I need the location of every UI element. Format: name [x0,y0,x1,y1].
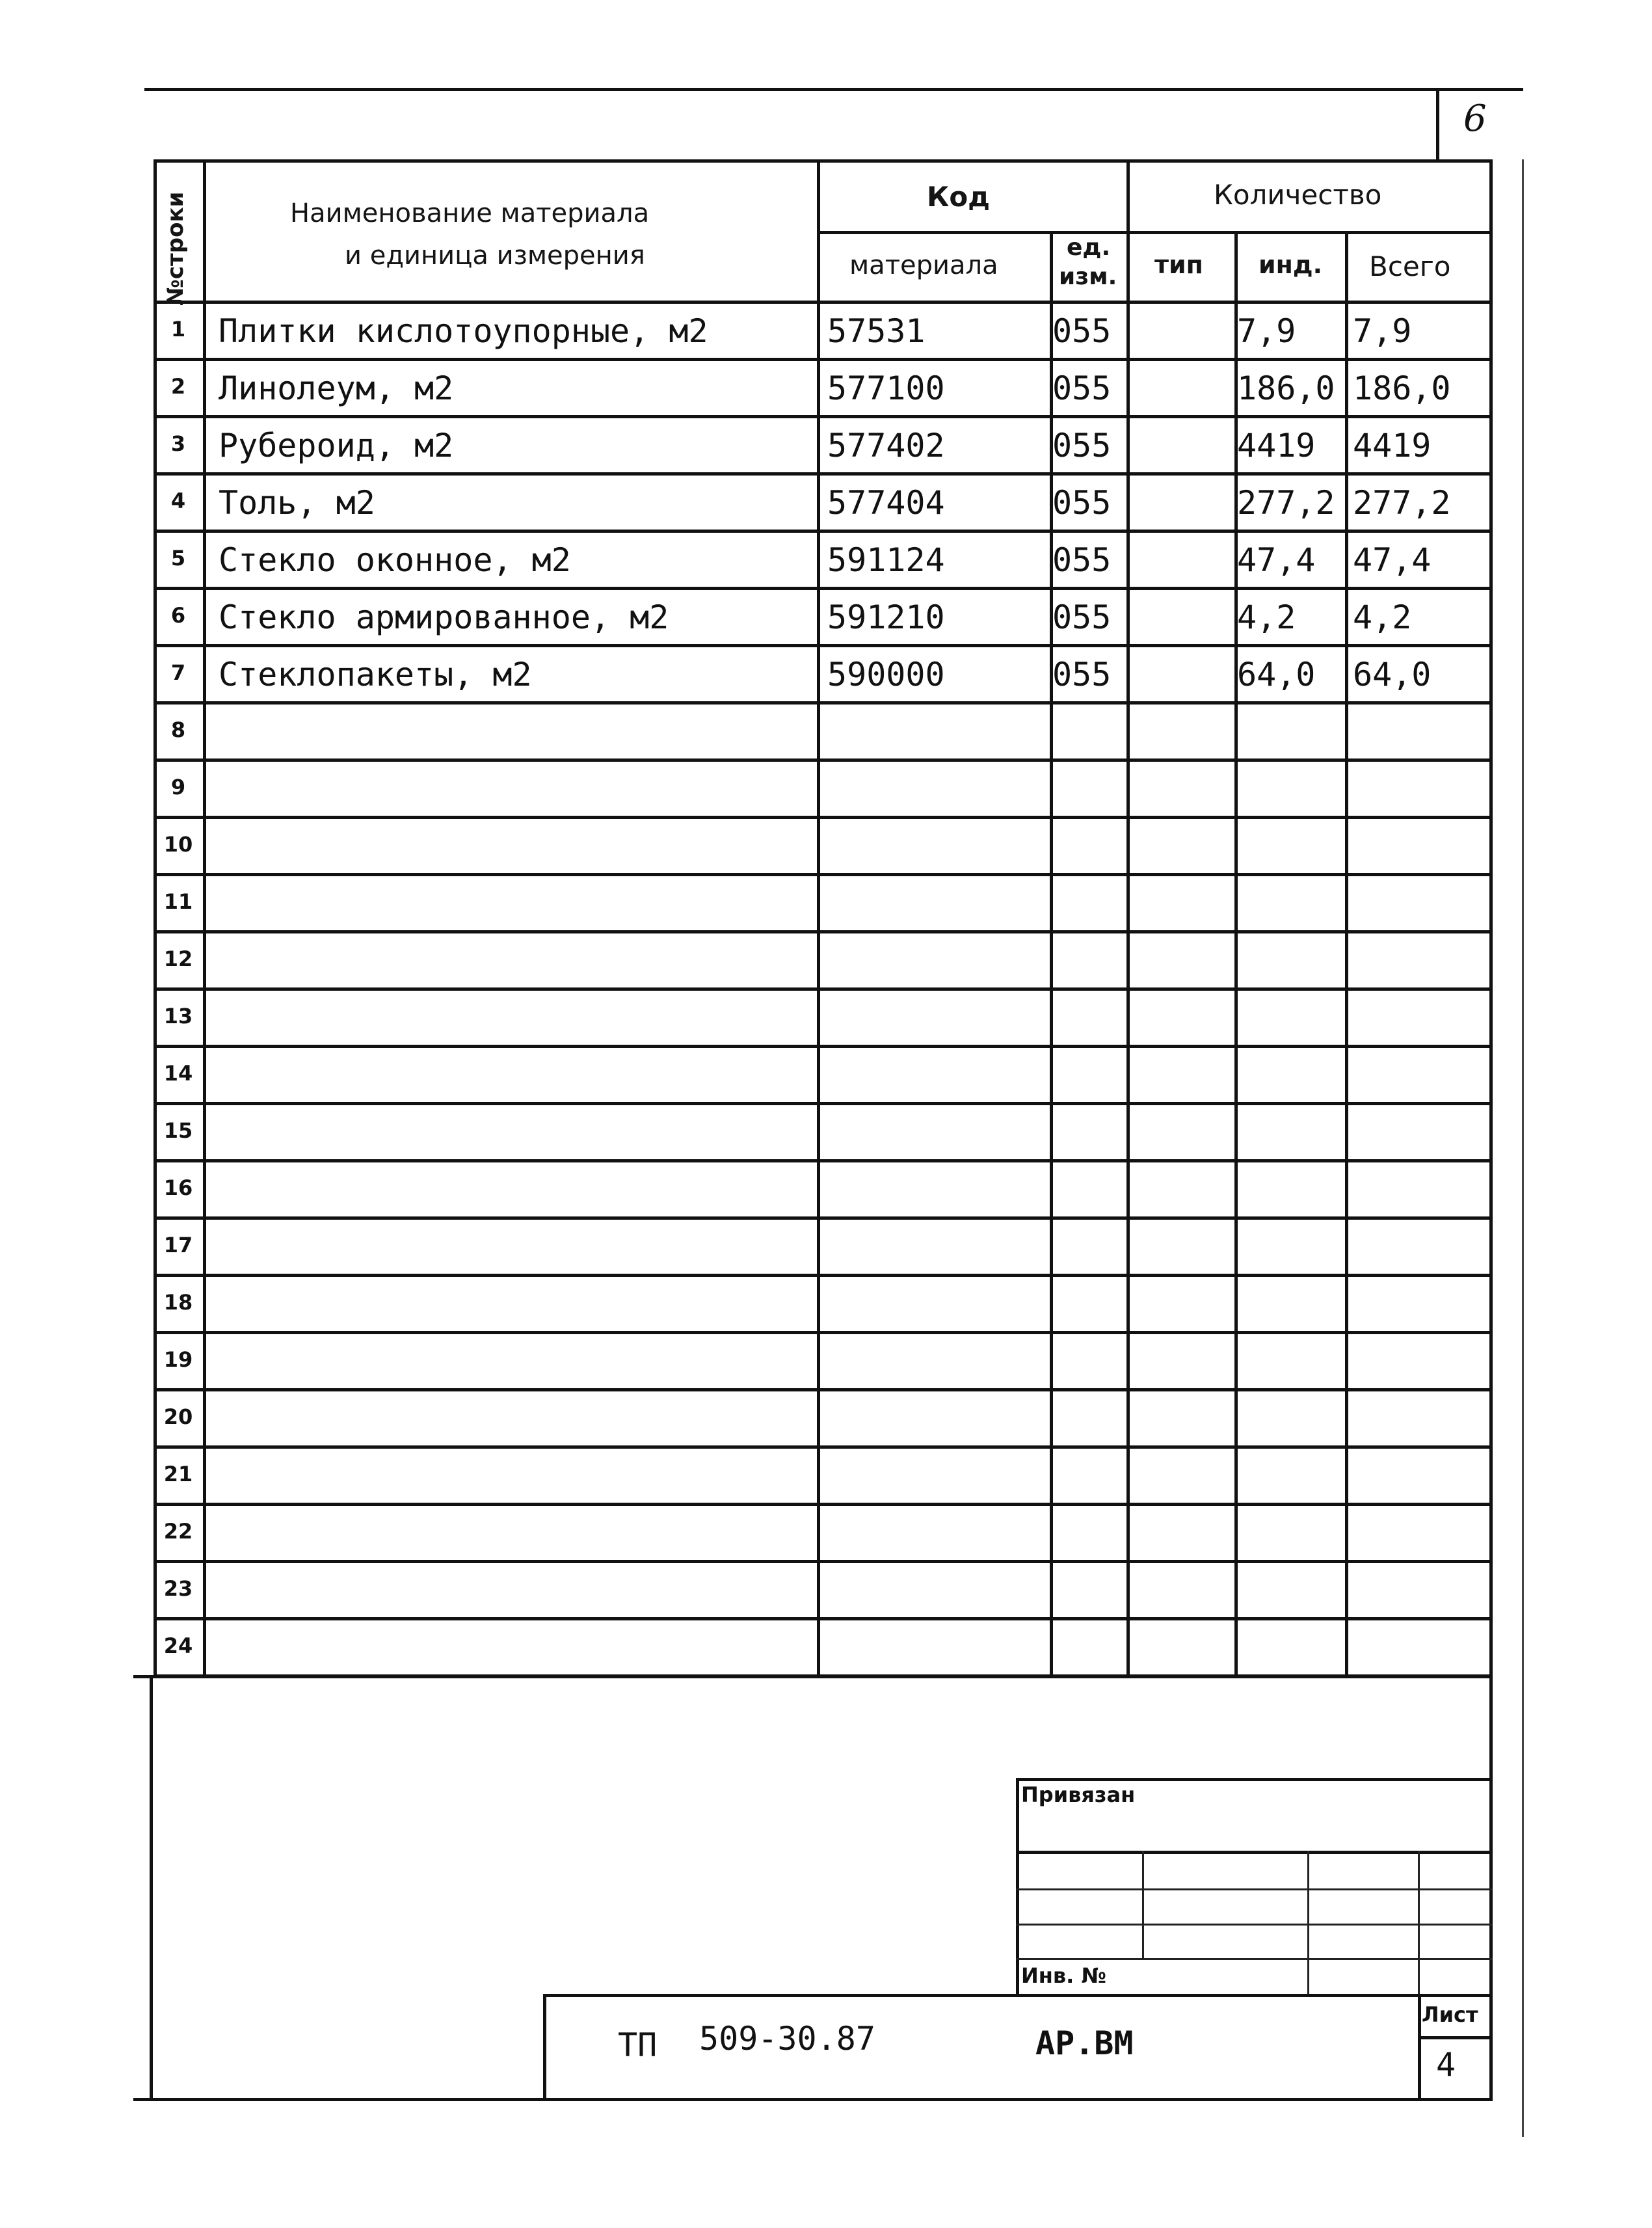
material-name: Стекло оконное, м2 [219,541,571,579]
material-code: 591124 [827,541,945,579]
material-name: Линолеум, м2 [219,369,454,407]
row-number: 24 [163,1633,193,1658]
project-number: 509-30.87 [699,2020,875,2058]
row-number: 23 [163,1576,193,1601]
document-code: АР.ВМ [1035,2024,1134,2062]
row-number: 12 [163,946,193,971]
quantity-total: 64,0 [1353,656,1432,693]
row-number: 6 [170,603,186,628]
row-number: 11 [163,889,193,914]
quantity-header: Количество [1214,179,1382,211]
material-code: 57531 [827,312,926,350]
unit-code: 055 [1052,598,1112,636]
material-code: 577402 [827,427,945,464]
row-number: 8 [170,718,186,742]
unit-code-header-line1: ед. [1067,234,1111,261]
material-code: 577100 [827,369,945,407]
material-name: Рубероид, м2 [219,427,454,464]
material-code: 591210 [827,598,945,636]
quantity-ind: 186,0 [1237,369,1335,407]
unit-code: 055 [1052,427,1112,464]
row-number: 19 [163,1347,193,1372]
row-number: 18 [163,1290,193,1315]
unit-code: 055 [1052,369,1112,407]
material-code: 577404 [827,484,945,522]
quantity-ind: 277,2 [1237,484,1335,522]
material-name: Толь, м2 [219,484,375,522]
row-number: 20 [163,1404,193,1429]
row-number: 9 [170,775,186,799]
material-name: Стекло армированное, м2 [219,598,669,636]
row-number: 21 [163,1462,193,1486]
quantity-ind: 47,4 [1237,541,1316,579]
row-number: 5 [170,546,186,570]
row-number: 4 [170,489,186,513]
unit-code: 055 [1052,484,1112,522]
sheet-label: Лист [1422,2002,1478,2027]
row-number: 16 [163,1175,193,1200]
row-number: 13 [163,1004,193,1028]
row-number: 10 [163,832,193,857]
page-number: 6 [1463,98,1487,140]
material-code-header: материала [849,250,998,280]
unit-code: 055 [1052,541,1112,579]
material-name: Стеклопакеты, м2 [219,656,532,693]
row-number: 1 [170,317,186,342]
quantity-total: 4,2 [1353,598,1412,636]
row-number: 2 [170,374,186,399]
attached-label: Привязан [1021,1782,1136,1807]
quantity-ind-header: инд. [1259,250,1323,279]
material-name: Плитки кислотоупорные, м2 [219,312,708,350]
quantity-ind: 4419 [1237,427,1316,464]
name-header-line1: Наименование материала [290,198,650,228]
sheet-number: 4 [1436,2046,1456,2084]
row-number: 3 [170,431,186,456]
row-number: 15 [163,1118,193,1143]
row-number: 7 [170,660,186,685]
quantity-ind: 4,2 [1237,598,1296,636]
quantity-total: 277,2 [1353,484,1451,522]
material-code: 590000 [827,656,945,693]
unit-code: 055 [1052,312,1112,350]
row-number-header: №строки [163,191,189,306]
unit-code-header-line2: изм. [1059,263,1117,290]
quantity-total: 47,4 [1353,541,1432,579]
name-header-line2: и единица измерения [345,241,645,271]
quantity-ind: 64,0 [1237,656,1316,693]
row-number: 17 [163,1233,193,1257]
code-header: Код [927,181,991,213]
quantity-total: 7,9 [1353,312,1412,350]
inventory-number-label: Инв. № [1021,1963,1106,1988]
quantity-total: 186,0 [1353,369,1451,407]
row-number: 22 [163,1519,193,1544]
quantity-total: 4419 [1353,427,1432,464]
quantity-type-header: тип [1154,250,1203,279]
quantity-total-header: Всего [1369,250,1451,282]
quantity-ind: 7,9 [1237,312,1296,350]
unit-code: 055 [1052,656,1112,693]
series-label: ТП [618,2026,658,2064]
row-number: 14 [163,1061,193,1086]
